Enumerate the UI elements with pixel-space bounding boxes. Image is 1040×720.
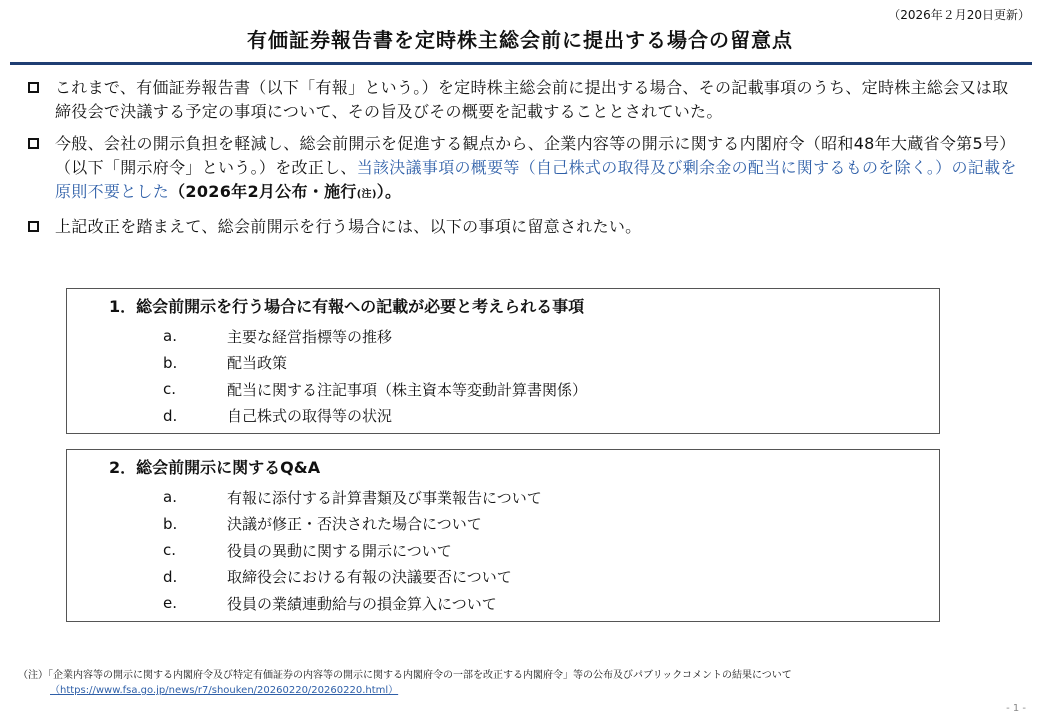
title-divider	[10, 62, 1032, 65]
list-item	[67, 484, 939, 511]
list-item	[67, 564, 939, 591]
page-number: - 1 -	[1006, 703, 1026, 714]
item-text: 配当政策	[227, 354, 288, 373]
bullet-text: これまで、有価証券報告書（以下「有報」という。）を定時株主総会前に提出する場合、その記載事項のうち、定時株主総会又は取締役会で決議する予定の事項について、その旨及びその概要を記載することとされていた。	[55, 78, 1009, 121]
page-title: 有価証券報告書を定時株主総会前に提出する場合の留意点	[247, 28, 793, 52]
footnote-text: （注）「企業内容等の開示に関する内閣府令及び特定有価証券の内容等の開示に関する内閣府令の一部を改正する内閣府令」等の公布及びパブリックコメントの結果について	[18, 670, 792, 681]
item-text: 役員の業績連動給与の損金算入について	[227, 594, 497, 613]
item-text: 自己株式の取得等の状況	[227, 407, 393, 426]
footnote-link[interactable]: （https://www.fsa.go.jp/news/r7/shouken/20260220/20260220.html）	[50, 685, 399, 696]
list-item	[67, 350, 939, 377]
update-date-note: （2026年２月20日更新）	[888, 8, 1030, 22]
list-item	[67, 376, 939, 403]
item-text: 決議が修正・否決された場合について	[227, 515, 482, 534]
item-text: 有報に添付する計算書類及び事業報告について	[227, 488, 542, 507]
square-bullet-icon	[28, 221, 39, 232]
list-item	[67, 590, 939, 617]
item-letter: d.	[163, 406, 178, 425]
item-text: 役員の異動に関する開示について	[227, 541, 452, 560]
bullet-text-highlight: 当該決議事項の概要等（自己株式の取得及び剰余金の配当に関するものを除く。）の記載を原則不要とした	[55, 158, 1017, 201]
item-letter: a.	[163, 327, 177, 346]
list-item	[67, 323, 939, 350]
item-letter: d.	[163, 567, 178, 586]
list-item	[67, 511, 939, 538]
bullet-item	[28, 215, 1018, 239]
list-item	[67, 403, 939, 430]
section-heading: 2．総会前開示に関するQ&A	[109, 458, 321, 477]
section-box-disclosure-items	[66, 288, 940, 434]
item-letter: a.	[163, 488, 177, 507]
bullet-text: 上記改正を踏まえて、総会前開示を行う場合には、以下の事項に留意されたい。	[55, 217, 642, 236]
footnote	[18, 668, 792, 698]
bullet-item	[28, 76, 1018, 124]
item-letter: c.	[163, 380, 177, 399]
bullet-text-after: （2026年2月公布・施行	[169, 182, 357, 201]
item-letter: b.	[163, 514, 178, 533]
section-heading: 1．総会前開示を行う場合に有報への記載が必要と考えられる事項	[109, 297, 585, 316]
item-text: 取締役会における有報の決議要否について	[227, 568, 512, 587]
item-text: 主要な経営指標等の推移	[227, 327, 393, 346]
item-letter: c.	[163, 541, 177, 560]
bullet-text-before: 今般、会社の開示負担を軽減し、総会前開示を促進する観点から、企業内容等の開示に関する内閣府令（昭和48年大蔵省令第5号）（以下「開示府令」という。）を改正し、	[55, 134, 1016, 177]
note-mark: (注)	[356, 189, 377, 200]
item-letter: b.	[163, 353, 178, 372]
square-bullet-icon	[28, 138, 39, 149]
bullet-text-end: ）。	[376, 182, 402, 201]
square-bullet-icon	[28, 82, 39, 93]
list-item	[67, 537, 939, 564]
item-letter: e.	[163, 594, 177, 613]
bullet-list	[28, 76, 1018, 247]
section-box-qa	[66, 449, 940, 622]
item-text: 配当に関する注記事項（株主資本等変動計算書関係）	[227, 380, 588, 399]
bullet-text	[55, 132, 1018, 207]
bullet-item	[28, 132, 1018, 207]
